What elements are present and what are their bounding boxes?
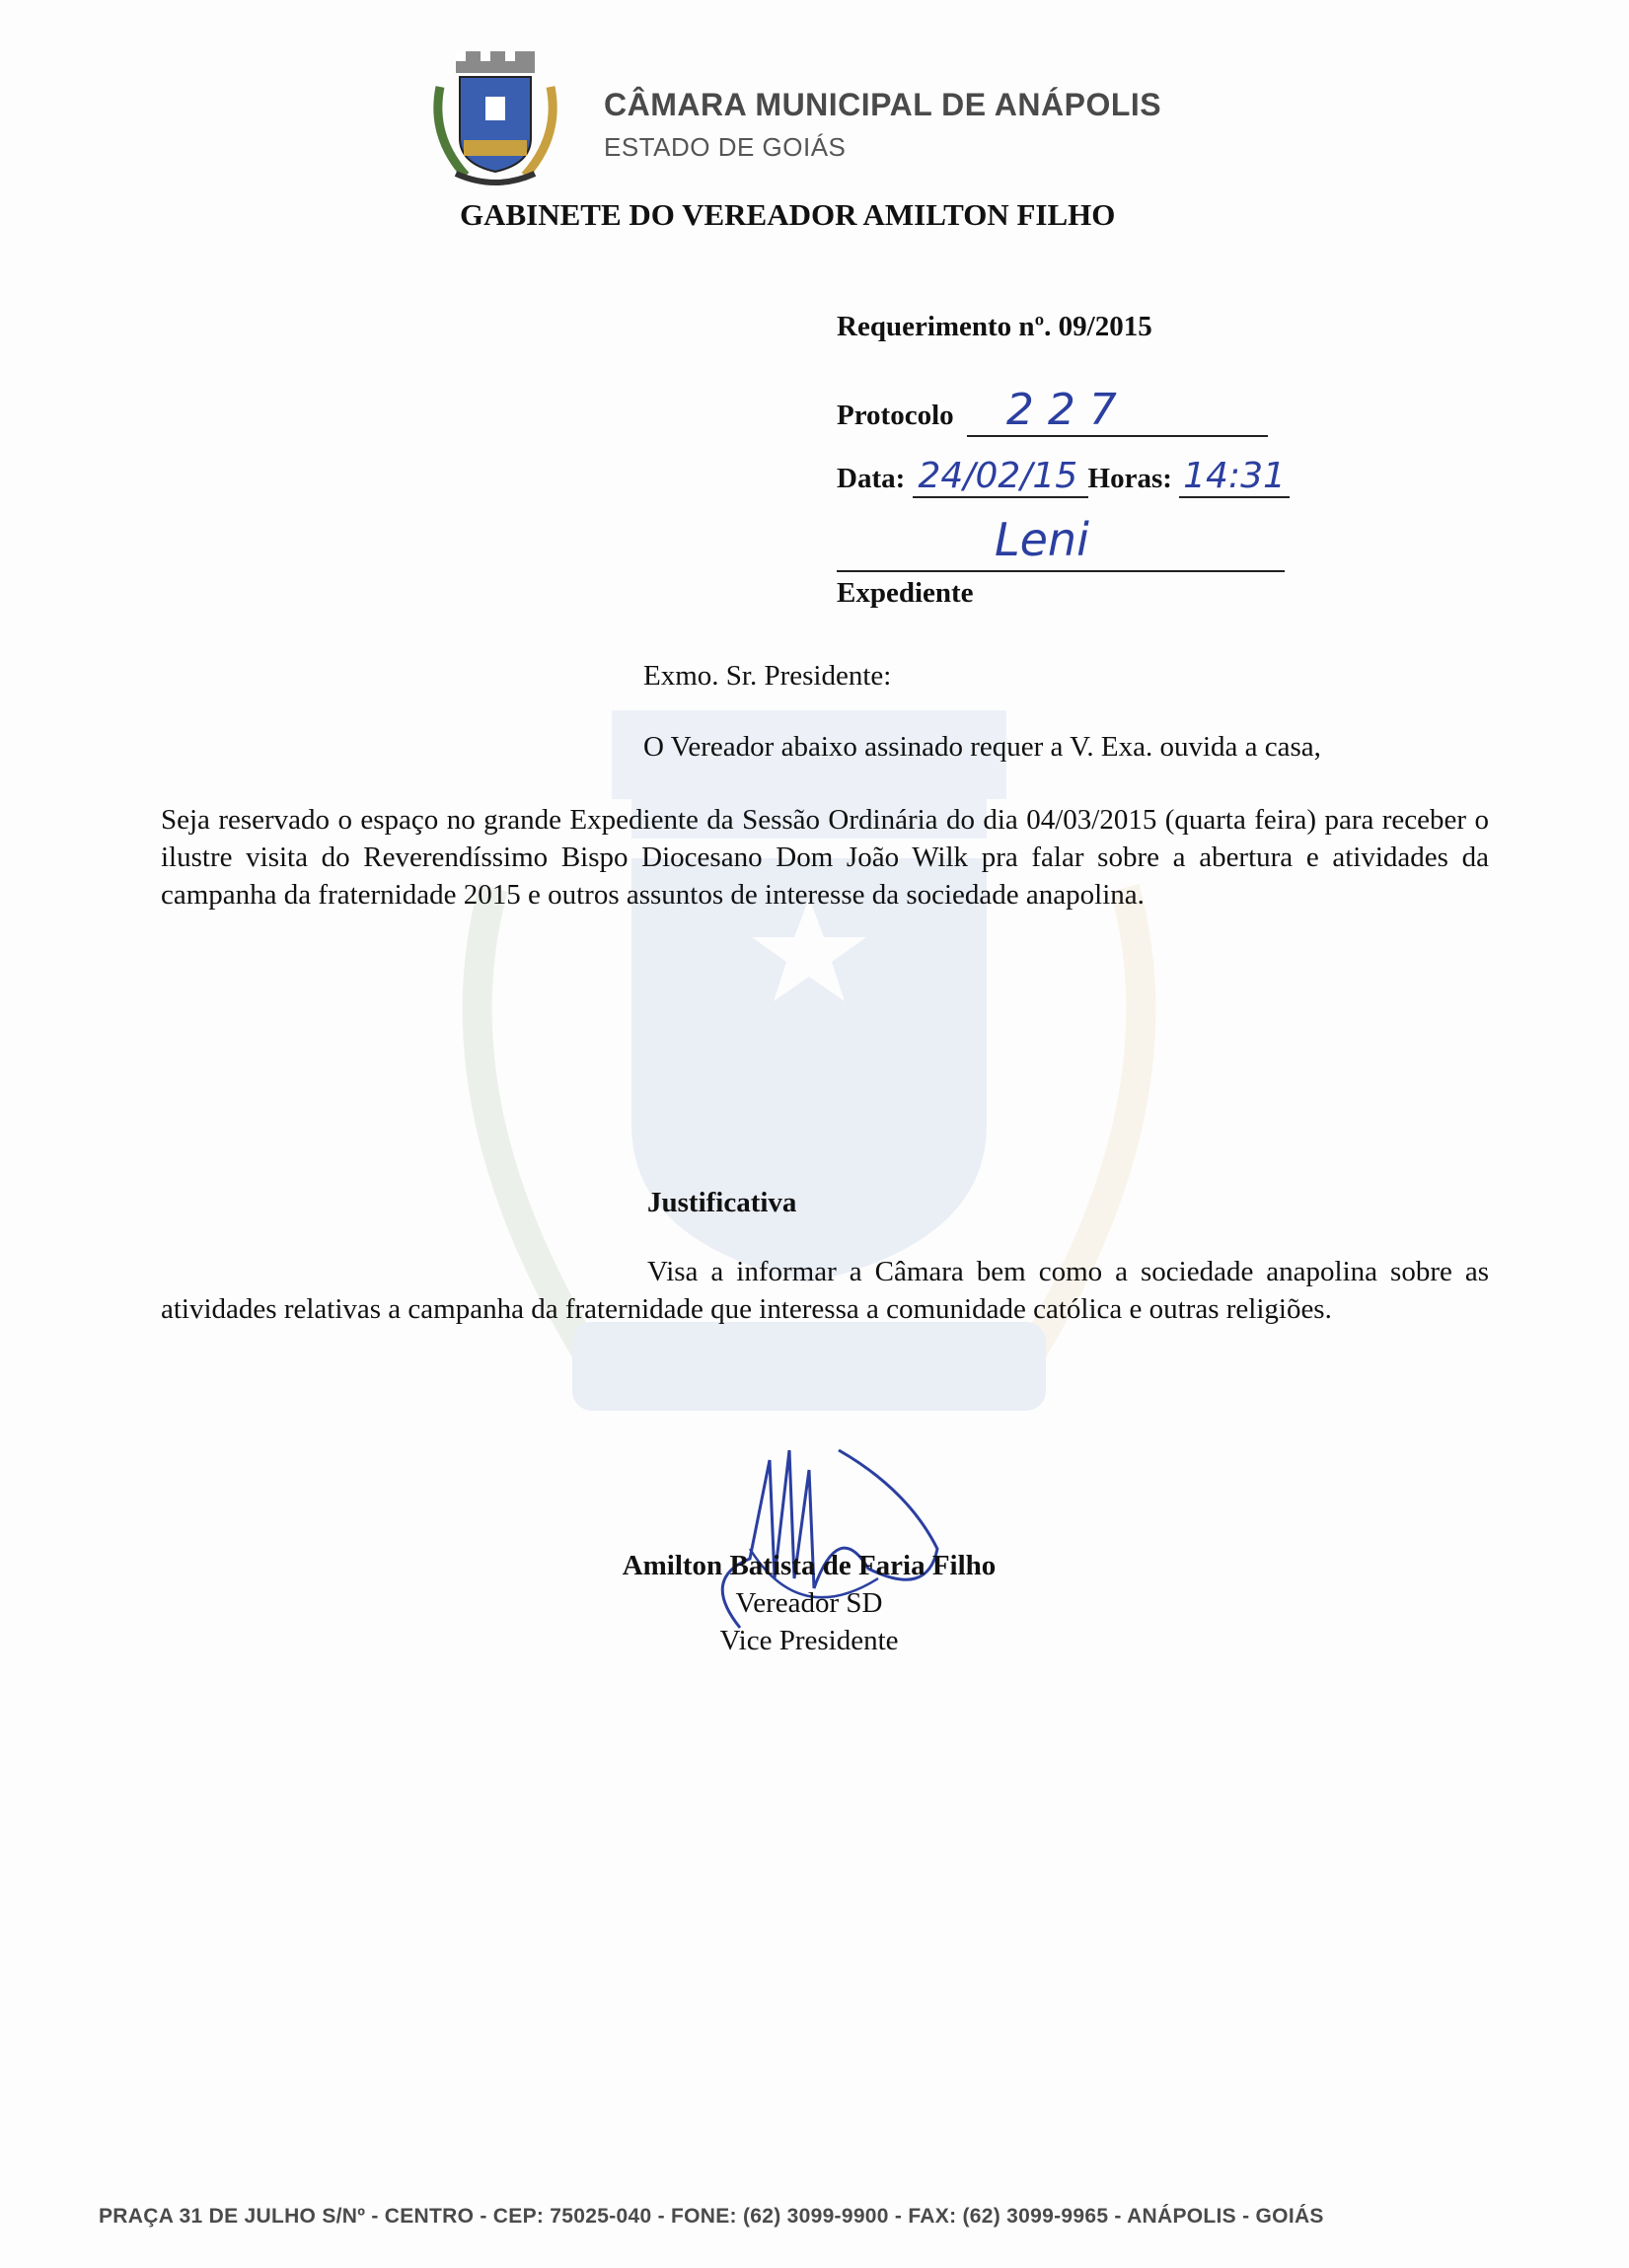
signatory-role: Vereador SD	[735, 1587, 883, 1619]
signatory-name: Amilton Batista de Faria Filho	[622, 1550, 997, 1581]
data-value: 24/02/15	[918, 456, 1078, 496]
justification-paragraph: Visa a informar a Câmara bem como a sociedade anapolina sobre as atividades relativas a campanha da fraternidade que interessa a comunidade católica e outras religiões.	[161, 1256, 1489, 1325]
protocolo-line	[837, 385, 1268, 437]
protocolo-field	[967, 385, 1268, 437]
data-horas-line	[837, 456, 1290, 498]
institution-name: CÂMARA MUNICIPAL DE ANÁPOLIS	[604, 87, 1162, 122]
signature-block	[553, 1547, 1066, 1659]
data-label: Data:	[837, 463, 906, 494]
salutation: Exmo. Sr. Presidente:	[643, 660, 892, 692]
expediente-label: Expediente	[837, 577, 974, 609]
office-title: GABINETE DO VEREADOR AMILTON FILHO	[460, 197, 1116, 232]
horas-field	[1179, 456, 1290, 498]
request-paragraph: Seja reservado o espaço no grande Expediente da Sessão Ordinária do dia 04/03/2015 (quarta feira) para receber o ilustre visita do Reverendíssimo Bispo Diocesano Dom João Wilk pra falar sobre a abertura e atividades da campanha da fraternidade 2015 e outros assuntos de interesse da sociedade anapolina.	[161, 804, 1489, 911]
institution-state: ESTADO DE GOIÁS	[604, 132, 847, 162]
intro-line: O Vereador abaixo assinado requer a V. Exa. ouvida a casa,	[643, 731, 1321, 763]
expediente-initials: Leni	[995, 513, 1089, 566]
protocolo-value: 227	[1005, 385, 1131, 435]
footer-address: PRAÇA 31 DE JULHO S/Nº - CENTRO - CEP: 75025-040 - FONE: (62) 3099-9900 - FAX: (62) 3099-9965 - ANÁPOLIS - GOIÁS	[99, 2205, 1324, 2228]
protocolo-label: Protocolo	[837, 400, 954, 431]
data-field	[913, 456, 1088, 498]
requerimento-number: Requerimento nº. 09/2015	[837, 311, 1152, 342]
expediente-line	[837, 513, 1285, 580]
coat-of-arms-logo	[426, 47, 564, 195]
horas-value: 14:31	[1183, 456, 1286, 496]
justification-title: Justificativa	[647, 1187, 797, 1218]
expediente-field	[837, 513, 1285, 572]
horas-label: Horas:	[1087, 463, 1172, 494]
signatory-title: Vice Presidente	[719, 1625, 899, 1656]
